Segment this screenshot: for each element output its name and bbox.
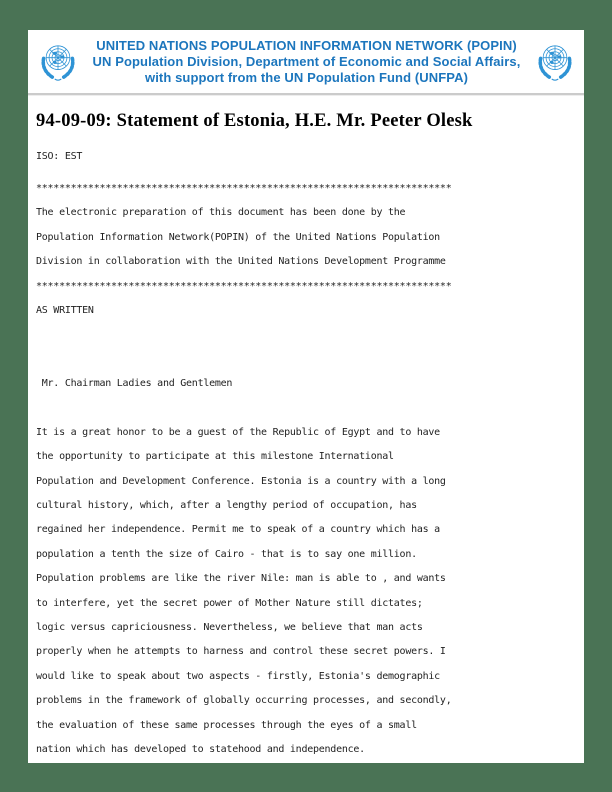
document-body [36, 177, 576, 762]
separator-line: ************************************************************************ [36, 183, 452, 194]
body-line: population a tenth the size of Cairo - that is to say one million. [36, 548, 417, 560]
preamble-line: Division in collaboration with the United Nations Development Programme [36, 256, 446, 268]
header-line-2: UN Population Division, Department of Economic and Social Affairs, [92, 54, 521, 69]
blank-line [36, 397, 576, 421]
body-line: the evaluation of these same processes through the eyes of a small [36, 719, 417, 731]
document-header [28, 30, 584, 86]
body-line: regained her independence. Permit me to speak of a country which has a [36, 524, 440, 536]
header-title-block [81, 38, 532, 86]
body-line: would like to speak about two aspects - firstly, Estonia's demographic [36, 670, 440, 682]
header-line-1: UNITED NATIONS POPULATION INFORMATION NETWORK (POPIN) [96, 38, 517, 53]
iso-code-line: ISO: EST [36, 151, 83, 162]
un-emblem-icon [35, 39, 81, 85]
header-line-3: with support from the UN Population Fund (UNFPA) [144, 70, 468, 85]
body-line: nation which has developed to statehood and independence. [36, 743, 365, 755]
un-emblem-icon [532, 39, 578, 85]
body-line: properly when he attempts to harness and control these secret powers. I [36, 646, 446, 658]
body-line: It is a great honor to be a guest of the Republic of Egypt and to have [36, 426, 440, 438]
body-line: problems in the framework of globally occurring processes, and secondly, [36, 695, 452, 707]
document-page [28, 30, 584, 763]
body-line: to interfere, yet the secret power of Mother Nature still dictates; [36, 597, 423, 609]
salutation-line: Mr. Chairman Ladies and Gentlemen [36, 378, 233, 390]
separator-line: ************************************************************************ [36, 280, 452, 292]
blank-line [36, 348, 576, 372]
body-line: cultural history, which, after a lengthy period of occupation, has [36, 500, 417, 512]
body-line: the opportunity to participate at this milestone International [36, 451, 394, 463]
preamble-line: The electronic preparation of this document has been done by the [36, 207, 406, 219]
body-line: Population problems are like the river Nile: man is able to , and wants [36, 573, 446, 585]
as-written-label: AS WRITTEN [36, 304, 94, 316]
body-line: Population and Development Conference. Estonia is a country with a long [36, 475, 446, 487]
preamble-line: Population Information Network(POPIN) of the United Nations Population [36, 231, 440, 243]
body-line: logic versus capriciousness. Nevertheless, we believe that man acts [36, 622, 423, 634]
blank-line [36, 323, 576, 347]
page-title: 94-09-09: Statement of Estonia, H.E. Mr. Peeter Olesk [36, 111, 473, 131]
header-divider [28, 93, 584, 96]
